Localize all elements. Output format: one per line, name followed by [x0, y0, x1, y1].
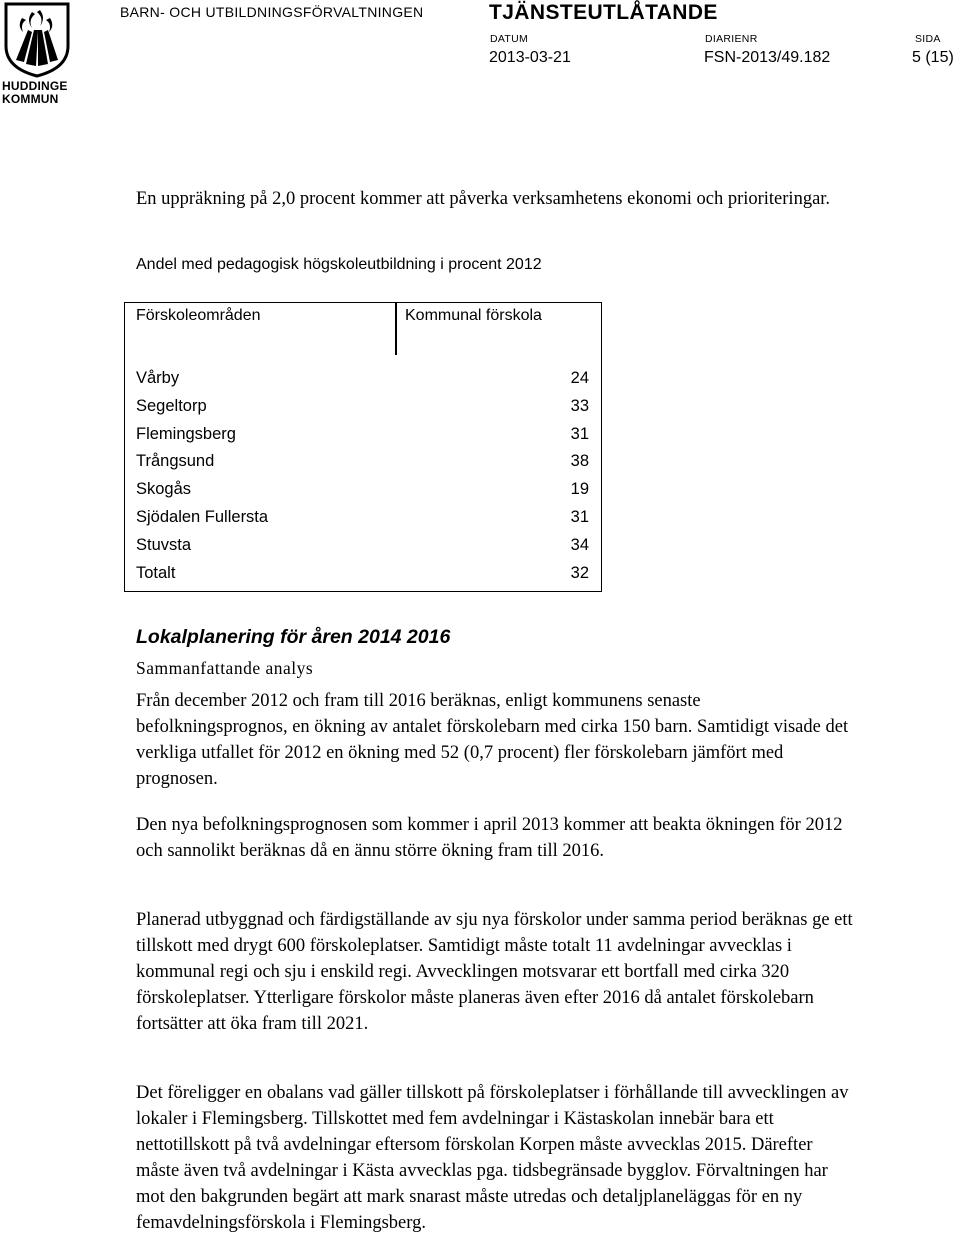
table-row	[125, 480, 601, 508]
diarienr-label: DIARIENR	[705, 33, 758, 45]
paragraph: Från december 2012 och fram till 2016 beräknas, enligt kommunens senaste befolkningsprognos, en ökning av antalet förskolebarn med cirka 150 barn. Samtidigt visade det verkliga utfallet för 2012 en ökning med 52 (0,7 procent) fler förskolebarn jämfört med prognosen.	[136, 691, 849, 789]
paragraph: Den nya befolkningsprognosen som kommer i april 2013 kommer att beakta ökningen för 2012 och sannolikt beräknas då en ännu större ökning fram till 2016.	[136, 815, 843, 861]
row-value: 31	[570, 424, 589, 443]
table-row	[125, 369, 601, 397]
education-share-table	[124, 302, 602, 592]
coat-of-arms-icon	[2, 2, 72, 78]
row-area-name: Totalt	[136, 563, 176, 582]
table-row	[125, 425, 601, 453]
page-number: 5 (15)	[912, 49, 954, 66]
row-value: 32	[570, 563, 589, 582]
paragraph: Planerad utbyggnad och färdigställande av sju nya förskolor under samma period beräknas ge ett tillskott med drygt 600 förskoleplatser. Samtidigt måste totalt 11 avdelningar avvecklas i kommunal regi och sju i enskild regi. Avvecklingen motsvarar ett bortfall med cirka 320 förskoleplatser. Ytterligare förskolor måste planeras även efter 2016 då antalet förskolebarn fortsätter att öka fram till 2021.	[136, 910, 853, 1034]
row-area-name: Vårby	[136, 369, 180, 387]
table-title: Andel med pedagogisk högskoleutbildning i procent 2012	[136, 256, 542, 273]
intro-paragraph: En uppräkning på 2,0 procent kommer att påverka verksamhetens ekonomi och prioriteringar.	[136, 189, 831, 209]
table-row	[125, 397, 601, 425]
column-header-municipal: Kommunal förskola	[405, 307, 542, 324]
section-heading	[136, 626, 450, 649]
section-subheading: Sammanfattande analys	[136, 658, 314, 678]
row-area-name: Trångsund	[136, 452, 215, 471]
row-value: 19	[570, 480, 589, 499]
column-divider	[395, 303, 397, 355]
municipality-logo	[2, 2, 72, 106]
row-area-name: Stuvsta	[136, 535, 192, 554]
date-value: 2013-03-21	[489, 49, 571, 66]
row-area-name: Sjödalen Fullersta	[136, 507, 269, 526]
page-label: SIDA	[915, 33, 941, 45]
column-header-area: Förskoleområden	[136, 307, 261, 324]
row-value: 38	[570, 452, 589, 471]
table-row	[125, 508, 601, 536]
row-value: 33	[570, 396, 589, 415]
date-label: DATUM	[490, 33, 529, 45]
table-row	[125, 452, 601, 480]
document-type: TJÄNSTEUTLÅTANDE	[489, 1, 718, 24]
row-value: 24	[570, 369, 589, 387]
diarienr-value: FSN-2013/49.182	[704, 49, 831, 66]
row-value: 31	[570, 507, 589, 526]
paragraph: Det föreligger en obalans vad gäller tillskott på förskoleplatser i förhållande till avvecklingen av lokaler i Flemingsberg. Tillskottet med fem avdelningar i Kästaskolan innebär bara ett nettotillskott på två avdelningar eftersom förskolan Korpen måste avvecklas 2015. Därefter måste även två avdelningar i Kästa avvecklas pga. tidsbegränsade bygglov. Förvaltningen har mot den bakgrunden begärt att mark snarast måste utredas och detaljplaneläggas för en ny femavdelningsförskola i Flemingsberg.	[136, 1083, 849, 1233]
table-row	[125, 564, 601, 592]
logo-text-line1: HUDDINGE	[2, 79, 68, 93]
logo-text-line2: KOMMUN	[2, 92, 59, 106]
table-body	[125, 369, 601, 591]
row-area-name: Flemingsberg	[136, 424, 236, 443]
row-area-name: Skogås	[136, 480, 192, 499]
section-heading-text: Lokalplanering för åren 2014 2016	[136, 626, 451, 648]
department-name: BARN- OCH UTBILDNINGSFÖRVALTNINGEN	[120, 4, 424, 20]
row-area-name: Segeltorp	[136, 396, 207, 415]
table-row	[125, 536, 601, 564]
row-value: 34	[570, 535, 589, 554]
